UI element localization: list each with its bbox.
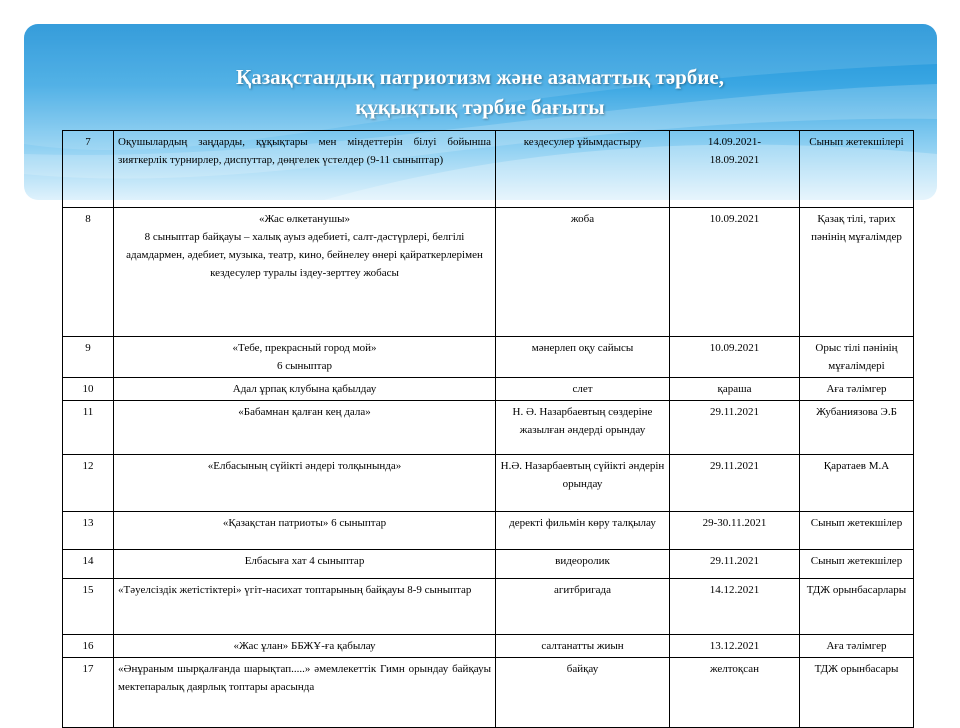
title-line-1: Қазақстандық патриотизм және азаматтық тәрбие, xyxy=(235,65,724,89)
row-number: 11 xyxy=(63,401,114,455)
responsible-cell: Сынып жетекшілер xyxy=(800,550,914,579)
form-cell: мәнерлеп оқу сайысы xyxy=(496,337,670,378)
date-cell: 14.09.2021- 18.09.2021 xyxy=(670,131,800,208)
events-table xyxy=(62,130,914,728)
table-row xyxy=(63,579,914,635)
table-row xyxy=(63,550,914,579)
title-line-2: құқықтық тәрбие бағыты xyxy=(355,95,605,119)
event-cell: Елбасыға хат 4 сыныптар xyxy=(114,550,496,579)
row-number: 13 xyxy=(63,512,114,550)
responsible-cell: Қаратаев М.А xyxy=(800,455,914,512)
event-cell: «Жас өлкетанушы» 8 сыныптар байқауы – халық ауыз әдебиеті, салт-дәстүрлері, белгілі адамдармен, әдебиет, музыка, театр, кино, бейнелеу өнері қайраткерлерімен кездесулер туралы іздеу-зерттеу жобасы xyxy=(114,208,496,337)
date-cell: 29-30.11.2021 xyxy=(670,512,800,550)
page-title xyxy=(0,62,960,122)
date-cell: қараша xyxy=(670,378,800,401)
table-row xyxy=(63,131,914,208)
date-cell: 14.12.2021 xyxy=(670,579,800,635)
form-cell: салтанатты жиын xyxy=(496,635,670,658)
responsible-cell: Аға тәлімгер xyxy=(800,635,914,658)
form-cell: видеоролик xyxy=(496,550,670,579)
date-cell: 29.11.2021 xyxy=(670,550,800,579)
form-cell: слет xyxy=(496,378,670,401)
form-cell: кездесулер ұйымдастыру xyxy=(496,131,670,208)
table-row xyxy=(63,635,914,658)
responsible-cell: ТДЖ орынбасары xyxy=(800,658,914,728)
event-cell: «Тебе, прекрасный город мой» 6 сыныптар xyxy=(114,337,496,378)
table-row xyxy=(63,378,914,401)
row-number: 15 xyxy=(63,579,114,635)
form-cell: Н. Ә. Назарбаевтың сөздеріне жазылған әндерді орындау xyxy=(496,401,670,455)
row-number: 12 xyxy=(63,455,114,512)
table-row xyxy=(63,337,914,378)
responsible-cell: Аға тәлімгер xyxy=(800,378,914,401)
event-cell: «Тәуелсіздік жетістіктері» үгіт-насихат топтарының байқауы 8-9 сыныптар xyxy=(114,579,496,635)
table-row xyxy=(63,208,914,337)
event-cell: «Әнұраным шырқалғанда шарықтап.....» әмемлекеттік Гимн орындау байқауы мектепаралық даярлық топтары арасында xyxy=(114,658,496,728)
responsible-cell: Орыс тілі пәнінің мұғалімдері xyxy=(800,337,914,378)
table-row xyxy=(63,455,914,512)
date-cell: 29.11.2021 xyxy=(670,455,800,512)
responsible-cell: Сынып жетекшілері xyxy=(800,131,914,208)
form-cell: Н.Ә. Назарбаевтың сүйікті әндерін орындау xyxy=(496,455,670,512)
responsible-cell: Сынып жетекшілер xyxy=(800,512,914,550)
row-number: 8 xyxy=(63,208,114,337)
row-number: 10 xyxy=(63,378,114,401)
event-cell: «Қазақстан патриоты» 6 сыныптар xyxy=(114,512,496,550)
row-number: 16 xyxy=(63,635,114,658)
event-cell: Оқушылардың заңдарды, құқықтары мен міндеттерін білуі бойынша зияткерлік турнирлер, диспуттар, дөңгелек үстелдер (9-11 сыныптар) xyxy=(114,131,496,208)
row-number: 17 xyxy=(63,658,114,728)
responsible-cell: Жубаниязова Э.Б xyxy=(800,401,914,455)
table-row xyxy=(63,658,914,728)
row-number: 14 xyxy=(63,550,114,579)
date-cell: 10.09.2021 xyxy=(670,337,800,378)
date-cell: 10.09.2021 xyxy=(670,208,800,337)
row-number: 7 xyxy=(63,131,114,208)
responsible-cell: ТДЖ орынбасарлары xyxy=(800,579,914,635)
event-cell: Адал ұрпақ клубына қабылдау xyxy=(114,378,496,401)
form-cell: агитбригада xyxy=(496,579,670,635)
table-row xyxy=(63,401,914,455)
event-cell: «Елбасының сүйікті әндері толқынында» xyxy=(114,455,496,512)
row-number: 9 xyxy=(63,337,114,378)
table-row xyxy=(63,512,914,550)
form-cell: жоба xyxy=(496,208,670,337)
form-cell: байқау xyxy=(496,658,670,728)
date-cell: 13.12.2021 xyxy=(670,635,800,658)
event-cell: «Бабамнан қалған кең дала» xyxy=(114,401,496,455)
date-cell: желтоқсан xyxy=(670,658,800,728)
responsible-cell: Қазақ тілі, тарих пәнінің мұғалімдер xyxy=(800,208,914,337)
event-cell: «Жас ұлан» ББЖҰ-ға қабылау xyxy=(114,635,496,658)
date-cell: 29.11.2021 xyxy=(670,401,800,455)
form-cell: деректі фильмін көру талқылау xyxy=(496,512,670,550)
